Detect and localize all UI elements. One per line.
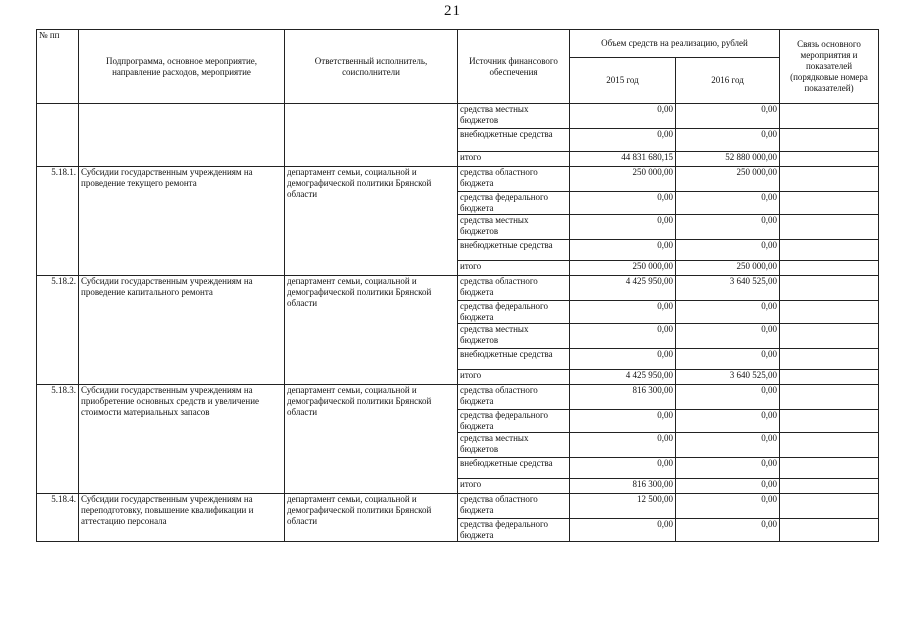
link-cell <box>780 494 879 519</box>
header-source: Источник финансового обеспечения <box>458 30 570 104</box>
link-cell <box>780 458 879 479</box>
amount-2015: 0,00 <box>570 301 676 324</box>
header-num: № пп <box>37 30 79 104</box>
amount-2015: 250 000,00 <box>570 261 676 276</box>
amount-2015: 44 831 680,15 <box>570 152 676 167</box>
amount-2015: 0,00 <box>570 410 676 433</box>
source-cell: внебюджетные средства <box>458 458 570 479</box>
page-number: 21 <box>444 3 461 19</box>
source-cell: средства местных бюджетов <box>458 324 570 349</box>
amount-2015: 816 300,00 <box>570 385 676 410</box>
link-cell <box>780 192 879 215</box>
amount-2016: 0,00 <box>676 104 780 129</box>
executor-cell <box>285 104 458 167</box>
table-row <box>37 276 879 301</box>
budget-table <box>36 29 879 542</box>
amount-2016: 0,00 <box>676 458 780 479</box>
amount-2015: 0,00 <box>570 240 676 261</box>
amount-2016: 52 880 000,00 <box>676 152 780 167</box>
amount-2016: 0,00 <box>676 410 780 433</box>
link-cell <box>780 410 879 433</box>
amount-2016: 0,00 <box>676 324 780 349</box>
source-cell: итого <box>458 370 570 385</box>
source-cell: средства местных бюджетов <box>458 433 570 458</box>
amount-2016: 0,00 <box>676 519 780 542</box>
amount-2016: 3 640 525,00 <box>676 276 780 301</box>
link-cell <box>780 104 879 129</box>
source-cell: средства областного бюджета <box>458 494 570 519</box>
amount-2015: 4 425 950,00 <box>570 276 676 301</box>
amount-2016: 0,00 <box>676 479 780 494</box>
amount-2016: 0,00 <box>676 240 780 261</box>
amount-2015: 0,00 <box>570 104 676 129</box>
amount-2016: 0,00 <box>676 433 780 458</box>
source-cell: внебюджетные средства <box>458 129 570 152</box>
table-row <box>37 494 879 519</box>
amount-2016: 0,00 <box>676 301 780 324</box>
link-cell <box>780 167 879 192</box>
amount-2015: 816 300,00 <box>570 479 676 494</box>
table-row <box>37 104 879 129</box>
link-cell <box>780 349 879 370</box>
executor-cell: департамент семьи, социальной и демографической политики Брянской области <box>285 276 458 385</box>
source-cell: средства областного бюджета <box>458 167 570 192</box>
link-cell <box>780 301 879 324</box>
amount-2016: 0,00 <box>676 129 780 152</box>
executor-cell: департамент семьи, социальной и демографической политики Брянской области <box>285 494 458 542</box>
amount-2016: 0,00 <box>676 215 780 240</box>
link-cell <box>780 261 879 276</box>
num-cell <box>37 104 79 167</box>
link-cell <box>780 385 879 410</box>
program-cell: Субсидии государственным учреждениям на приобретение основных средств и увеличение стоимости материальных запасов <box>79 385 285 494</box>
source-cell: внебюджетные средства <box>458 240 570 261</box>
source-cell: средства местных бюджетов <box>458 104 570 129</box>
amount-2015: 0,00 <box>570 458 676 479</box>
amount-2015: 0,00 <box>570 324 676 349</box>
amount-2016: 3 640 525,00 <box>676 370 780 385</box>
link-cell <box>780 324 879 349</box>
executor-cell: департамент семьи, социальной и демографической политики Брянской области <box>285 385 458 494</box>
amount-2016: 0,00 <box>676 192 780 215</box>
table-row <box>37 385 879 410</box>
row-number: 5.18.4. <box>37 494 79 542</box>
header-link: Связь основного мероприятия и показателей (порядковые номера показателей) <box>780 30 879 104</box>
table-body <box>37 104 879 542</box>
source-cell: средства федерального бюджета <box>458 410 570 433</box>
source-cell: средства федерального бюджета <box>458 192 570 215</box>
amount-2015: 250 000,00 <box>570 167 676 192</box>
amount-2016: 250 000,00 <box>676 261 780 276</box>
link-cell <box>780 276 879 301</box>
link-cell <box>780 215 879 240</box>
link-cell <box>780 479 879 494</box>
source-cell: средства местных бюджетов <box>458 215 570 240</box>
source-cell: средства федерального бюджета <box>458 301 570 324</box>
link-cell <box>780 240 879 261</box>
amount-2015: 0,00 <box>570 192 676 215</box>
program-cell: Субсидии государственным учреждениям на переподготовку, повышение квалификации и аттестацию персонала <box>79 494 285 542</box>
link-cell <box>780 519 879 542</box>
source-cell: средства областного бюджета <box>458 276 570 301</box>
row-number: 5.18.1. <box>37 167 79 276</box>
amount-2015: 0,00 <box>570 519 676 542</box>
table-row <box>37 167 879 192</box>
amount-2016: 0,00 <box>676 494 780 519</box>
header-program: Подпрограмма, основное мероприятие, направление расходов, мероприятие <box>79 30 285 104</box>
amount-2015: 0,00 <box>570 349 676 370</box>
amount-2015: 0,00 <box>570 215 676 240</box>
header-2016: 2016 год <box>676 58 780 104</box>
row-number: 5.18.2. <box>37 276 79 385</box>
source-cell: средства федерального бюджета <box>458 519 570 542</box>
header-row-1 <box>37 30 879 58</box>
amount-2015: 0,00 <box>570 129 676 152</box>
amount-2015: 4 425 950,00 <box>570 370 676 385</box>
row-number: 5.18.3. <box>37 385 79 494</box>
source-cell: итого <box>458 479 570 494</box>
header-volume: Объем средств на реализацию, рублей <box>570 30 780 58</box>
source-cell: итого <box>458 152 570 167</box>
link-cell <box>780 433 879 458</box>
amount-2015: 0,00 <box>570 433 676 458</box>
program-cell <box>79 104 285 167</box>
header-2015: 2015 год <box>570 58 676 104</box>
source-cell: внебюджетные средства <box>458 349 570 370</box>
program-cell: Субсидии государственным учреждениям на проведение текущего ремонта <box>79 167 285 276</box>
link-cell <box>780 152 879 167</box>
program-cell: Субсидии государственным учреждениям на проведение капитального ремонта <box>79 276 285 385</box>
amount-2016: 250 000,00 <box>676 167 780 192</box>
link-cell <box>780 129 879 152</box>
amount-2016: 0,00 <box>676 349 780 370</box>
header-executor: Ответственный исполнитель, соисполнители <box>285 30 458 104</box>
link-cell <box>780 370 879 385</box>
amount-2015: 12 500,00 <box>570 494 676 519</box>
source-cell: средства областного бюджета <box>458 385 570 410</box>
source-cell: итого <box>458 261 570 276</box>
amount-2016: 0,00 <box>676 385 780 410</box>
executor-cell: департамент семьи, социальной и демографической политики Брянской области <box>285 167 458 276</box>
